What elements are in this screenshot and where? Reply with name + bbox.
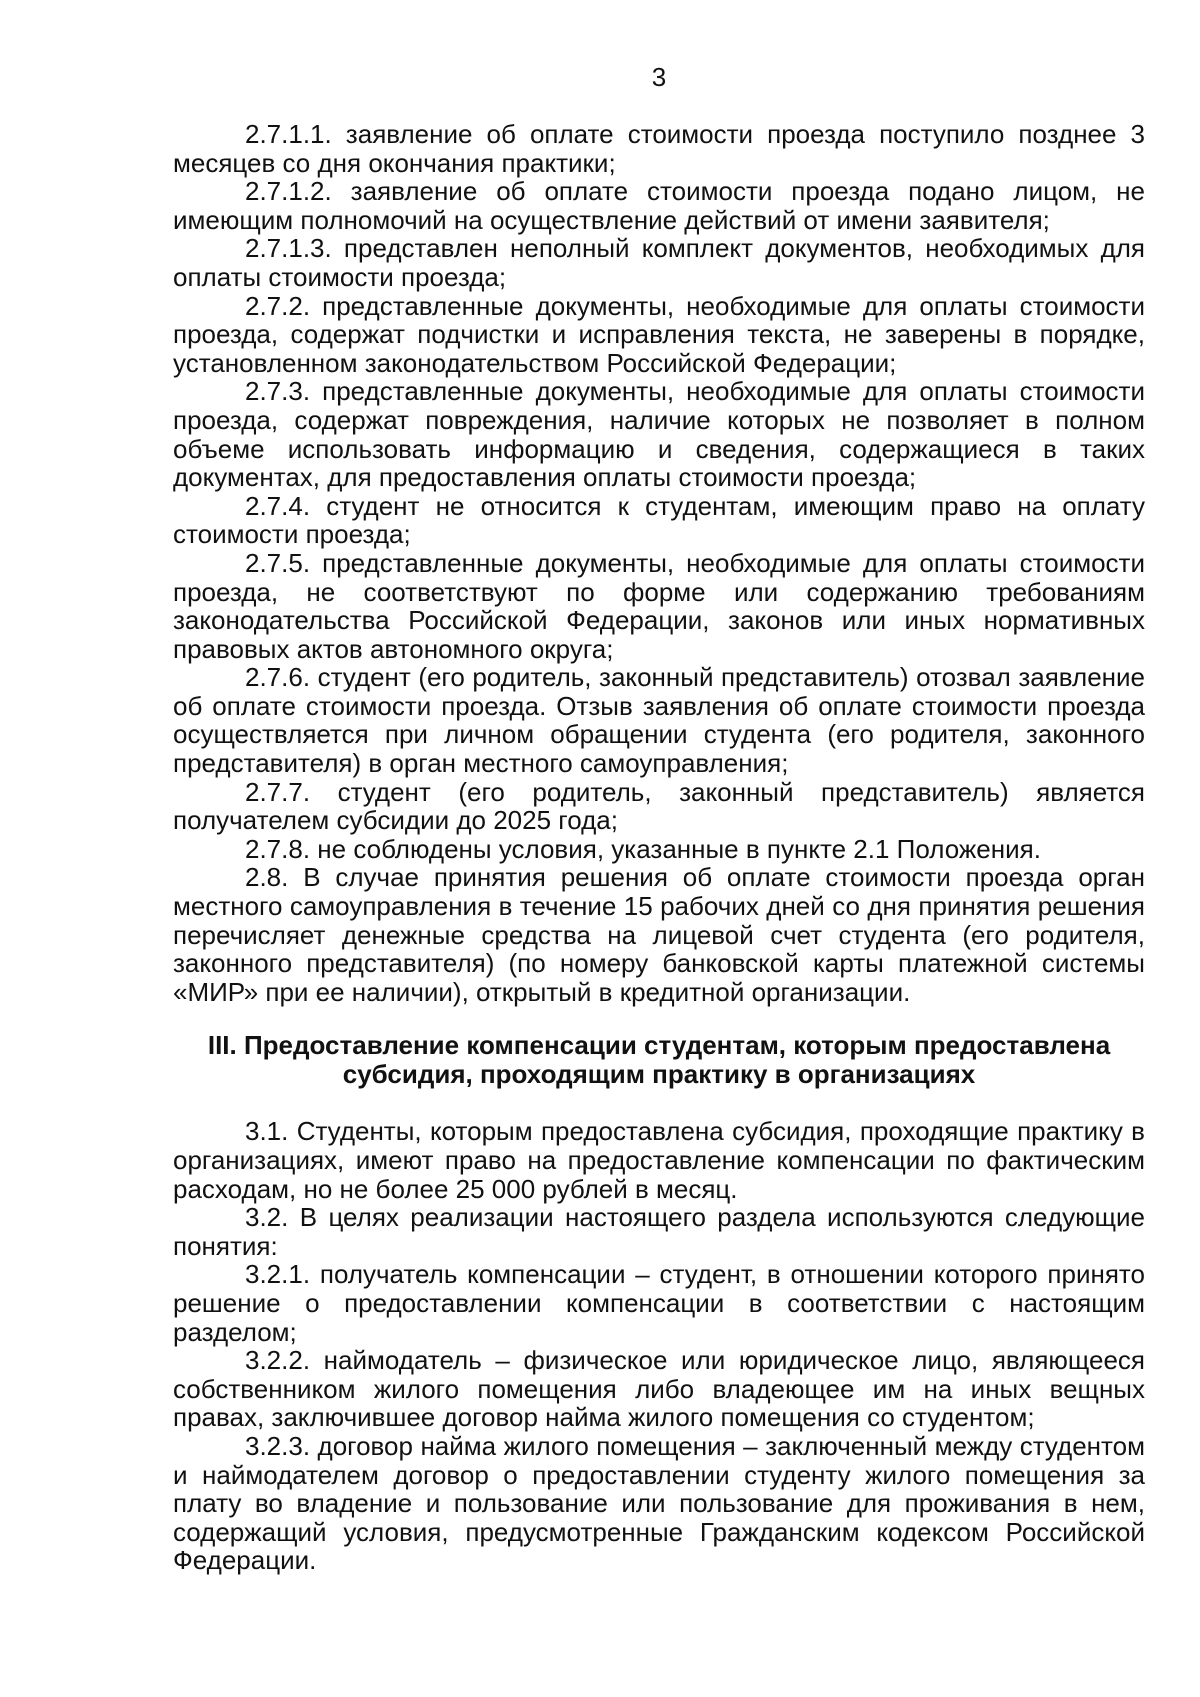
paragraph-3-2: 3.2. В целях реализации настоящего раздела используются следующие понятия: — [173, 1202, 1145, 1261]
paragraph-2-7-5: 2.7.5. представленные документы, необходимые для оплаты стоимости проезда, не соответствуют по форме или содержанию требованиям законодательства Российской Федерации, законов или иных нормативных правовых актов автономного округа; — [173, 547, 1145, 664]
paragraph-2-7-6: 2.7.6. студент (его родитель, законный представитель) отозвал заявление об оплате стоимости проезда. Отзыв заявления об оплате стоимости проезда осуществляется при личном обращении студента (его родителя, законного представителя) в орган местного самоуправления; — [173, 662, 1145, 779]
paragraph-2-7-1-2: 2.7.1.2. заявление об оплате стоимости проезда подано лицом, не имеющим полномочий на осуществление действий от имени заявителя; — [173, 176, 1145, 235]
paragraph-3-2-3: 3.2.3. договор найма жилого помещения – заключенный между студентом и наймодателем договор о предоставлении студенту жилого помещения за плату во владение и пользование или пользование для проживания в нем, содержащий условия, предусмотренные Гражданским кодексом Российской Федерации. — [173, 1430, 1145, 1576]
paragraph-2-7-7: 2.7.7. студент (его родитель, законный представитель) является получателем субсидии до 2025 года; — [173, 776, 1145, 836]
paragraph-2-7-4: 2.7.4. студент не относится к студентам, имеющим право на оплату стоимости проезда; — [173, 490, 1145, 550]
section-heading — [173, 1031, 1145, 1089]
paragraph-3-2-2: 3.2.2. наймодатель – физическое или юридическое лицо, являющееся собственником жилого помещения либо владеющее им на иных вещных правах, заключившее договор найма жилого помещения со студентом; — [173, 1345, 1145, 1433]
section-heading-line-2: субсидия, проходящим практику в организациях — [342, 1059, 976, 1090]
paragraph-2-7-2: 2.7.2. представленные документы, необходимые для оплаты стоимости проезда, содержат подчистки и исправления текста, не заверены в порядке, установленном законодательством Российской Федерации; — [173, 290, 1145, 378]
paragraph-2-7-1-3: 2.7.1.3. представлен неполный комплект документов, необходимых для оплаты стоимости проезда; — [173, 233, 1145, 292]
page-number: 3 — [651, 62, 667, 92]
paragraph-2-7-1-1: 2.7.1.1. заявление об оплате стоимости проезда поступило позднее 3 месяцев со дня окончания практики; — [173, 119, 1145, 178]
section-heading-line-1: III. Предоставление компенсации студентам, которым предоставлена — [207, 1030, 1111, 1061]
paragraph-3-1: 3.1. Студенты, которым предоставлена субсидия, проходящие практику в организациях, имеют право на предоставление компенсации по фактическим расходам, но не более 25 000 рублей в месяц. — [173, 1116, 1145, 1204]
paragraph-3-2-1: 3.2.1. получатель компенсации – студент, в отношении которого принято решение о предоставлении компенсации в соответствии с настоящим разделом; — [173, 1259, 1145, 1347]
document-page — [173, 62, 1145, 1575]
paragraph-2-8: 2.8. В случае принятия решения об оплате стоимости проезда орган местного самоуправления в течение 15 рабочих дней со дня принятия решения перечисляет денежные средства на лицевой счет студента (его родителя, законного представителя) (по номеру банковской карты платежной системы «МИР» при ее наличии), открытый в кредитной организации. — [173, 862, 1145, 1007]
paragraph-2-7-8: 2.7.8. не соблюдены условия, указанные в пункте 2.1 Положения. — [245, 833, 1041, 864]
paragraph-2-7-3: 2.7.3. представленные документы, необходимые для оплаты стоимости проезда, содержат повреждения, наличие которых не позволяет в полном объеме использовать информацию и сведения, содержащиеся в таких документах, для предоставления оплаты стоимости проезда; — [173, 376, 1145, 493]
